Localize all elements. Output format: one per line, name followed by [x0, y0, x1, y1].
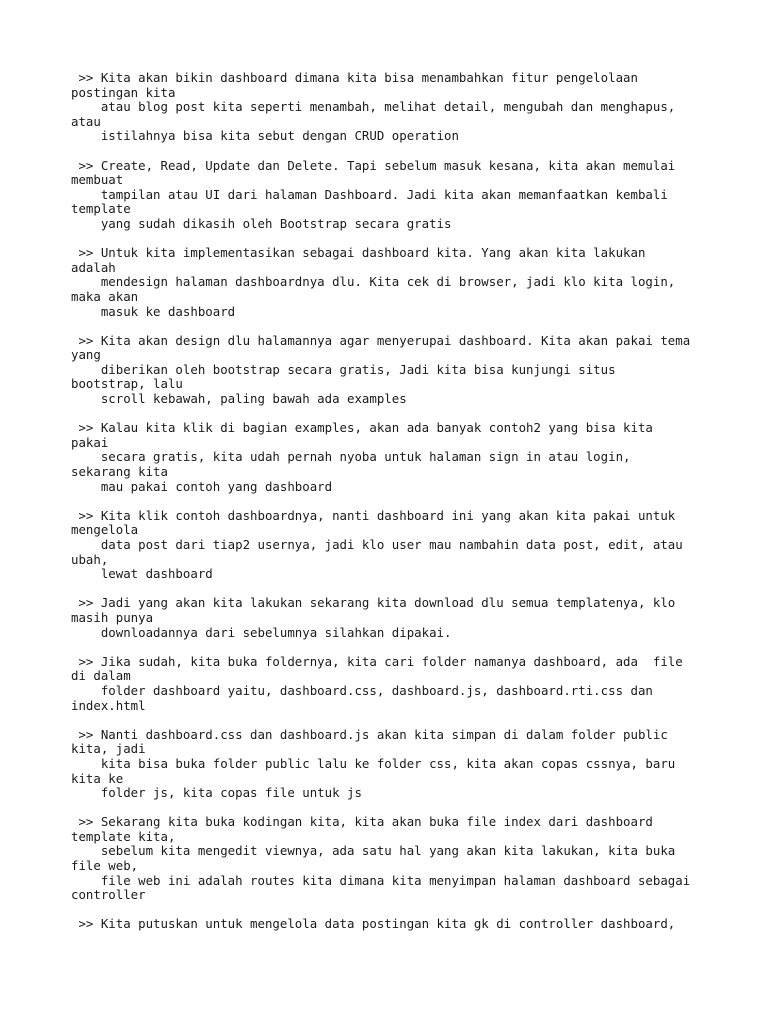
text-line: mau pakai contoh yang dashboard	[71, 478, 333, 494]
text-line: file web ini adalah routes kita dimana kita menyimpan halaman dashboard sebagai	[71, 872, 691, 888]
text-line: >> Nanti dashboard.css dan dashboard.js akan kita simpan di dalam folder public	[71, 726, 668, 742]
text-line: >> Kita klik contoh dashboardnya, nanti dashboard ini yang akan kita pakai untuk	[71, 507, 676, 523]
text-line: template kita,	[71, 828, 176, 844]
text-line: tampilan atau UI dari halaman Dashboard. Jadi kita akan memanfaatkan kembali	[71, 186, 668, 202]
text-line: >> Kita putuskan untuk mengelola data postingan kita gk di controller dashboard,	[71, 916, 676, 932]
text-line: index.html	[71, 697, 146, 713]
text-line: postingan kita	[71, 84, 176, 100]
text-line: >> Kita akan bikin dashboard dimana kita bisa menambahkan fitur pengelolaan	[71, 70, 638, 85]
text-line: kita bisa buka folder public lalu ke folder css, kita akan copas cssnya, baru	[71, 755, 676, 771]
text-line: controller	[71, 887, 146, 903]
text-line: atau	[71, 113, 101, 129]
text-line: folder dashboard yaitu, dashboard.css, dashboard.js, dashboard.rti.css dan	[71, 682, 653, 698]
text-line: >> Jika sudah, kita buka foldernya, kita cari folder namanya dashboard, ada file	[71, 653, 683, 669]
text-line: membuat	[71, 172, 124, 188]
paragraph	[71, 509, 711, 582]
paragraph	[71, 596, 711, 640]
text-line: kita ke	[71, 770, 124, 786]
text-line: >> Kita akan design dlu halamannya agar menyerupai dashboard. Kita akan pakai tema	[71, 332, 691, 348]
text-line: istilahnya bisa kita sebut dengan CRUD operation	[71, 128, 459, 144]
paragraph	[71, 334, 711, 407]
text-line: adalah	[71, 259, 116, 275]
text-line: diberikan oleh bootstrap secara gratis, Jadi kita bisa kunjungi situs	[71, 361, 616, 377]
text-line: downloadannya dari sebelumnya silahkan dipakai.	[71, 624, 452, 640]
paragraph	[71, 655, 711, 713]
text-line: lewat dashboard	[71, 566, 213, 582]
document-body	[71, 71, 711, 947]
paragraph	[71, 159, 711, 232]
paragraph	[71, 421, 711, 494]
text-line: file web,	[71, 858, 139, 874]
paragraph	[71, 815, 711, 903]
text-line: maka akan	[71, 288, 139, 304]
paragraph	[71, 246, 711, 319]
paragraph	[71, 71, 711, 144]
text-line: >> Jadi yang akan kita lakukan sekarang kita download dlu semua templatenya, klo	[71, 595, 676, 611]
text-line: >> Kalau kita klik di bagian examples, akan ada banyak contoh2 yang bisa kita	[71, 420, 653, 436]
text-line: di dalam	[71, 668, 131, 684]
text-line: secara gratis, kita udah pernah nyoba untuk halaman sign in atau login,	[71, 449, 631, 465]
text-line: yang	[71, 347, 101, 363]
text-line: atau blog post kita seperti menambah, melihat detail, mengubah dan menghapus,	[71, 99, 676, 115]
text-line: mengelola	[71, 522, 139, 538]
text-line: data post dari tiap2 usernya, jadi klo user mau nambahin data post, edit, atau	[71, 537, 683, 552]
paragraph	[71, 728, 711, 801]
text-line: ubah,	[71, 551, 109, 567]
text-line: mendesign halaman dashboardnya dlu. Kita cek di browser, jadi klo kita login,	[71, 274, 676, 290]
text-line: masih punya	[71, 609, 154, 625]
text-line: bootstrap, lalu	[71, 376, 183, 392]
text-line: yang sudah dikasih oleh Bootstrap secara gratis	[71, 215, 452, 231]
text-line: >> Untuk kita implementasikan sebagai dashboard kita. Yang akan kita lakukan	[71, 245, 646, 261]
text-line: sebelum kita mengedit viewnya, ada satu hal yang akan kita lakukan, kita buka	[71, 843, 676, 859]
text-line: sekarang kita	[71, 464, 168, 480]
text-line: template	[71, 201, 131, 217]
text-line: folder js, kita copas file untuk js	[71, 785, 362, 801]
text-line: >> Sekarang kita buka kodingan kita, kita akan buka file index dari dashboard	[71, 814, 653, 830]
paragraph	[71, 917, 711, 932]
text-line: kita, jadi	[71, 741, 146, 757]
text-line: scroll kebawah, paling bawah ada examples	[71, 391, 407, 407]
text-line: pakai	[71, 434, 109, 450]
text-line: >> Create, Read, Update dan Delete. Tapi sebelum masuk kesana, kita akan memulai	[71, 157, 676, 173]
text-line: masuk ke dashboard	[71, 303, 236, 319]
